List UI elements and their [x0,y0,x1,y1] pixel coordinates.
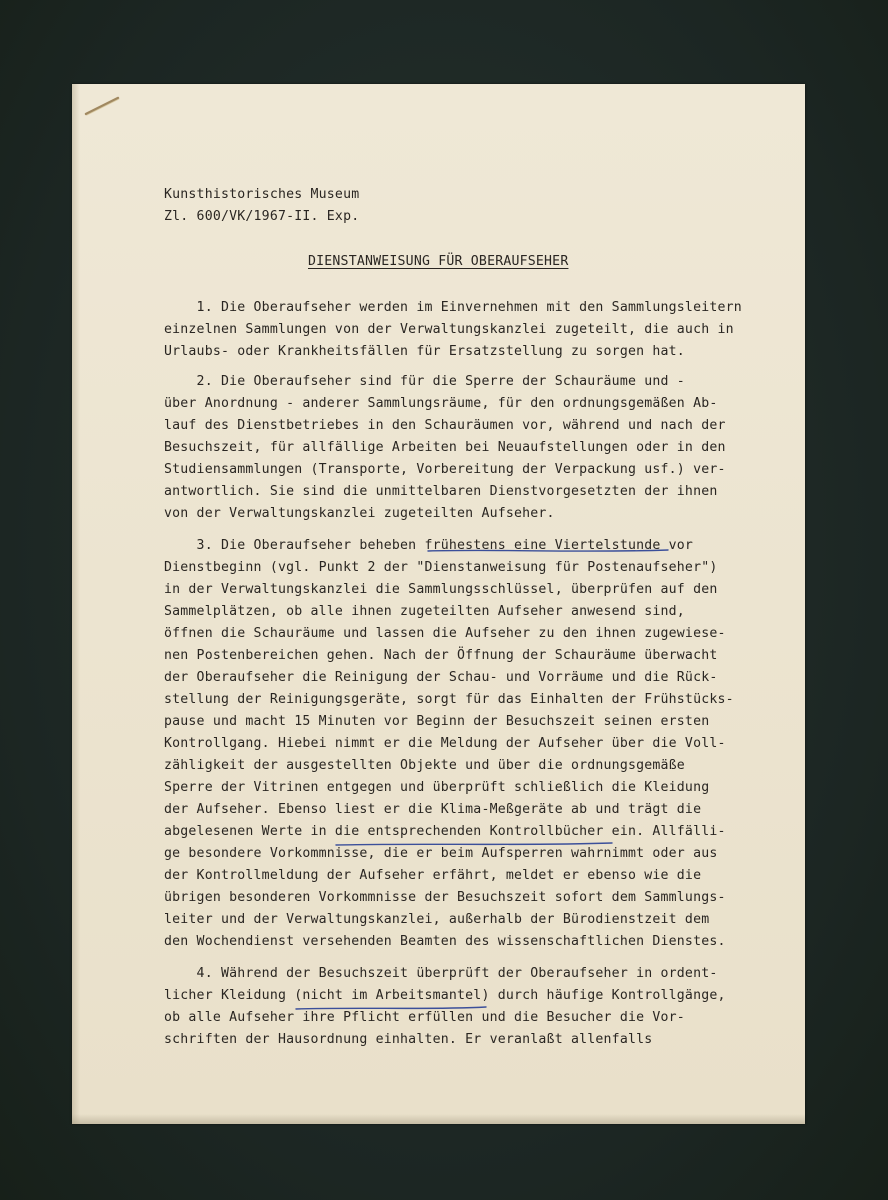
text-line: 2. Die Oberaufseher sind für die Sperre der Schauräume und - [164,374,685,389]
text-line: in der Verwaltungskanzlei die Sammlungsschlüssel, überprüfen auf den [164,582,718,597]
text-line: einzelnen Sammlungen von der Verwaltungskanzlei zugeteilt, die auch in [164,322,734,337]
text-line: Studiensammlungen (Transporte, Vorbereitung der Verpackung usf.) ver- [164,462,726,477]
text-line: pause und macht 15 Minuten vor Beginn der Besuchszeit seinen ersten [164,714,710,729]
text-line: licher Kleidung (nicht im Arbeitsmantel) durch häufige Kontrollgänge, [164,988,726,1003]
page-edge-shadow [72,84,80,1124]
text-line: der Kontrollmeldung der Aufseher erfährt, meldet er ebenso wie die [164,868,702,883]
page-bottom-shadow [72,1114,805,1124]
institution-name: Kunsthistorisches Museum [164,187,360,202]
text-line: 1. Die Oberaufseher werden im Einvernehmen mit den Sammlungsleitern [164,300,742,315]
staple-icon [84,96,124,116]
text-line: der Oberaufseher die Reinigung der Schau- und Vorräume und die Rück- [164,670,718,685]
text-line: 4. Während der Besuchszeit überprüft der Oberaufseher in ordent- [164,966,718,981]
text-line: Besuchszeit, für allfällige Arbeiten bei Neuaufstellungen oder in den [164,440,726,455]
text-line: zähligkeit der ausgestellten Objekte und über die ordnungsgemäße [164,758,685,773]
text-line: leiter und der Verwaltungskanzlei, außerhalb der Bürodienstzeit dem [164,912,710,927]
text-line: abgelesenen Werte in die entsprechenden Kontrollbücher ein. Allfälli- [164,824,726,839]
text-line: Urlaubs- oder Krankheitsfällen für Ersatzstellung zu sorgen hat. [164,344,685,359]
text-line: Sammelplätzen, ob alle ihnen zugeteilten Aufseher anwesend sind, [164,604,685,619]
text-line: Dienstbeginn (vgl. Punkt 2 der "Dienstanweisung für Postenaufseher") [164,560,718,575]
reference-number: Zl. 600/VK/1967-II. Exp. [164,209,360,224]
text-line: öffnen die Schauräume und lassen die Aufseher zu den ihnen zugewiese- [164,626,726,641]
document-title: DIENSTANWEISUNG FÜR OBERAUFSEHER [308,254,569,269]
document-header [164,184,764,228]
text-line: 3. Die Oberaufseher beheben frühestens eine Viertelstunde vor [164,538,694,553]
text-line: lauf des Dienstbetriebes in den Schauräumen vor, während und nach der [164,418,726,433]
text-line: über Anordnung - anderer Sammlungsräume, für den ordnungsgemäßen Ab- [164,396,718,411]
text-line: ob alle Aufseher ihre Pflicht erfüllen und die Besucher die Vor- [164,1010,685,1025]
text-line: von der Verwaltungskanzlei zugeteilten Aufseher. [164,506,555,521]
text-line: antwortlich. Sie sind die unmittelbaren Dienstvorgesetzten der ihnen [164,484,718,499]
text-line: übrigen besonderen Vorkommnisse der Besuchszeit sofort dem Sammlungs- [164,890,726,905]
text-line: den Wochendienst versehenden Beamten des wissenschaftlichen Dienstes. [164,934,726,949]
text-line: Sperre der Vitrinen entgegen und überprüft schließlich die Kleidung [164,780,710,795]
text-line: der Aufseher. Ebenso liest er die Klima-Meßgeräte ab und trägt die [164,802,702,817]
text-line: stellung der Reinigungsgeräte, sorgt für das Einhalten der Frühstücks- [164,692,734,707]
text-line: schriften der Hausordnung einhalten. Er veranlaßt allenfalls [164,1032,653,1047]
text-line: nen Postenbereichen gehen. Nach der Öffnung der Schauräume überwacht [164,648,718,663]
text-line: Kontrollgang. Hiebei nimmt er die Meldung der Aufseher über die Voll- [164,736,726,751]
text-line: ge besondere Vorkommnisse, die er beim Aufsperren wahrnimmt oder aus [164,846,718,861]
